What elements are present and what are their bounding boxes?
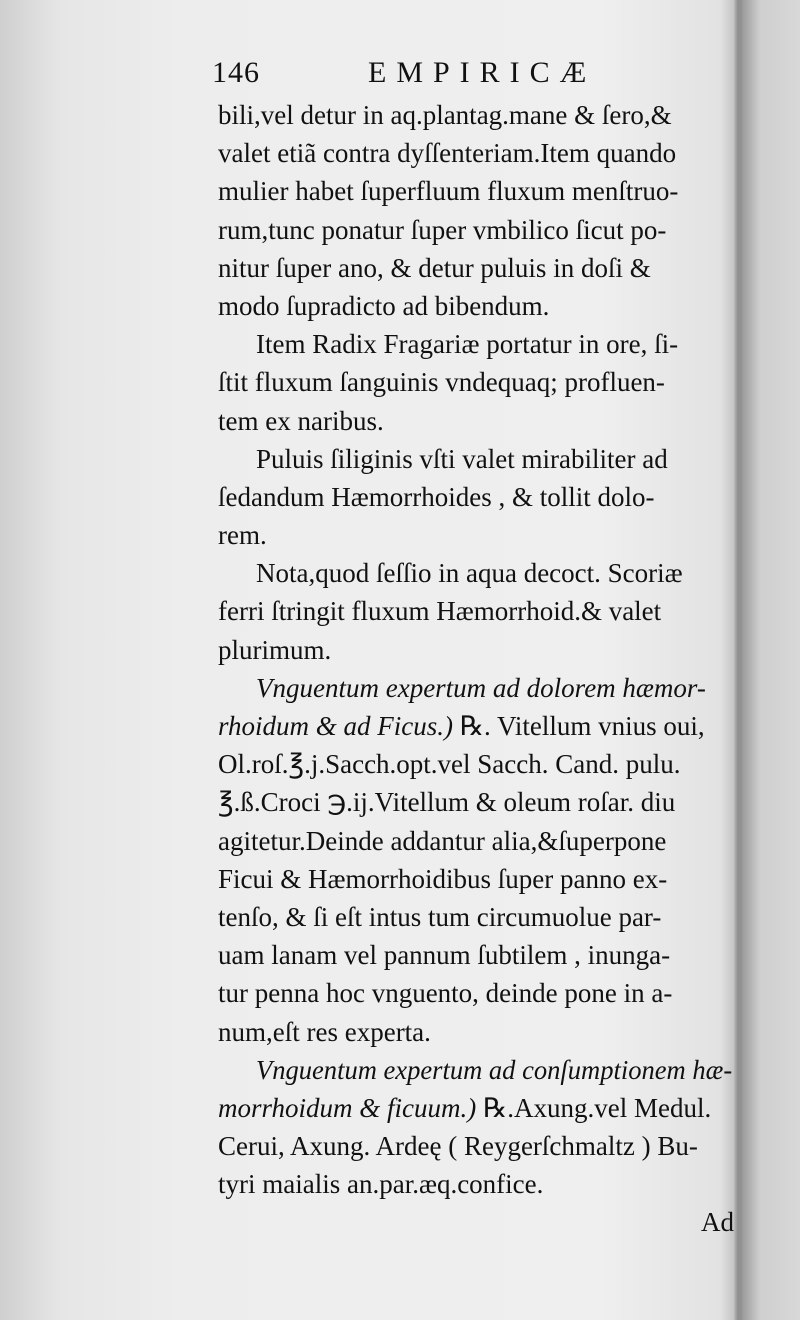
line-text: ſedandum Hæmorrhoides , & tollit dolo- — [218, 481, 655, 512]
page-body — [218, 96, 738, 1242]
text-line — [218, 554, 738, 592]
italic-heading-segment: rhoidum & ad Ficus.) — [218, 711, 453, 741]
line-text: nitur ſuper ano, & detur puluis in doſi & — [218, 252, 651, 283]
line-text: Vnguentum expertum ad dolorem hæmor- — [256, 672, 706, 703]
line-text: valet etiã contra dyſſenteriam.Item quando — [218, 138, 677, 169]
page-number: 146 — [212, 56, 260, 89]
text-line — [218, 592, 738, 630]
text-line — [218, 783, 738, 821]
text-line — [218, 211, 738, 249]
text-line — [218, 974, 738, 1012]
recipe-segment: ℞. Vitellum vnius oui, — [453, 711, 705, 741]
line-text: Vnguentum expertum ad conſumptionem hæ- — [256, 1054, 733, 1085]
line-text: mulier habet ſuperfluum fluxum menſtruo- — [218, 176, 679, 207]
text-line — [218, 822, 738, 860]
text-line — [218, 287, 738, 325]
text-line — [218, 669, 738, 707]
catchword: Ad — [701, 1207, 734, 1238]
text-line — [218, 134, 738, 172]
text-line — [218, 440, 738, 478]
line-text: rem. — [218, 520, 267, 551]
text-line — [218, 172, 738, 210]
line-text: modo ſupradicto ad bibendum. — [218, 290, 550, 321]
recipe-segment: ℞.Axung.vel Medul. — [476, 1092, 712, 1123]
line-text: ℥.ß.Croci ℈.ij.Vitellum & oleum roſar. diu — [218, 787, 676, 818]
text-line — [218, 325, 738, 363]
text-line — [218, 1051, 738, 1089]
line-text: plurimum. — [218, 634, 332, 665]
line-text: Item Radix Fragariæ portatur in ore, ſi- — [256, 329, 679, 360]
line-text — [218, 1089, 711, 1127]
line-text: Cerui, Axung. Ardeę ( Reygerſchmaltz ) Bu- — [218, 1131, 698, 1162]
line-text: ſtit fluxum ſanguinis vndequaq; profluen- — [218, 367, 665, 398]
line-text: tyri maialis an.par.æq.confice. — [218, 1169, 544, 1200]
line-text: Nota,quod ſeſſio in aqua decoct. Scoriæ — [256, 558, 683, 589]
line-text: Ol.roſ.℥.j.Sacch.opt.vel Sacch. Cand. pulu. — [218, 749, 681, 780]
text-line — [218, 1089, 738, 1127]
text-line — [218, 1165, 738, 1203]
page-header — [212, 52, 732, 96]
text-line — [218, 631, 738, 669]
line-text: num,eſt res experta. — [218, 1016, 431, 1047]
line-text: Ficui & Hæmorrhoidibus ſuper panno ex- — [218, 863, 668, 894]
line-text: Puluis ſiliginis vſti valet mirabiliter ad — [256, 443, 668, 474]
line-text: agitetur.Deinde addantur alia,&ſuperpone — [218, 825, 667, 856]
line-text: uam lanam vel pannum ſubtilem , inunga- — [218, 940, 671, 971]
text-line — [218, 707, 738, 745]
line-text: bili,vel detur in aq.plantag.mane & ſero,& — [218, 100, 672, 130]
text-line — [218, 478, 738, 516]
line-text: tenſo, & ſi eſt intus tum circumuolue par- — [218, 901, 662, 932]
text-line — [218, 516, 738, 554]
text-line — [218, 402, 738, 440]
text-line — [218, 249, 738, 287]
line-text: tem ex naribus. — [218, 405, 384, 436]
line-text: ferri ſtringit fluxum Hæmorrhoid.& valet — [218, 596, 662, 627]
text-line — [218, 898, 738, 936]
text-line — [218, 745, 738, 783]
text-line — [218, 860, 738, 898]
line-text: rum,tunc ponatur ſuper vmbilico ſicut po- — [218, 214, 667, 245]
text-line — [218, 936, 738, 974]
text-line — [218, 1127, 738, 1165]
line-text: tur penna hoc vnguento, deinde pone in a- — [218, 978, 673, 1009]
text-line — [218, 1013, 738, 1051]
running-head: EMPIRICÆ — [368, 56, 597, 89]
text-line — [218, 363, 738, 401]
italic-heading-segment: morrhoidum & ficuum.) — [218, 1092, 477, 1123]
text-line — [218, 96, 738, 134]
line-text — [218, 707, 705, 745]
